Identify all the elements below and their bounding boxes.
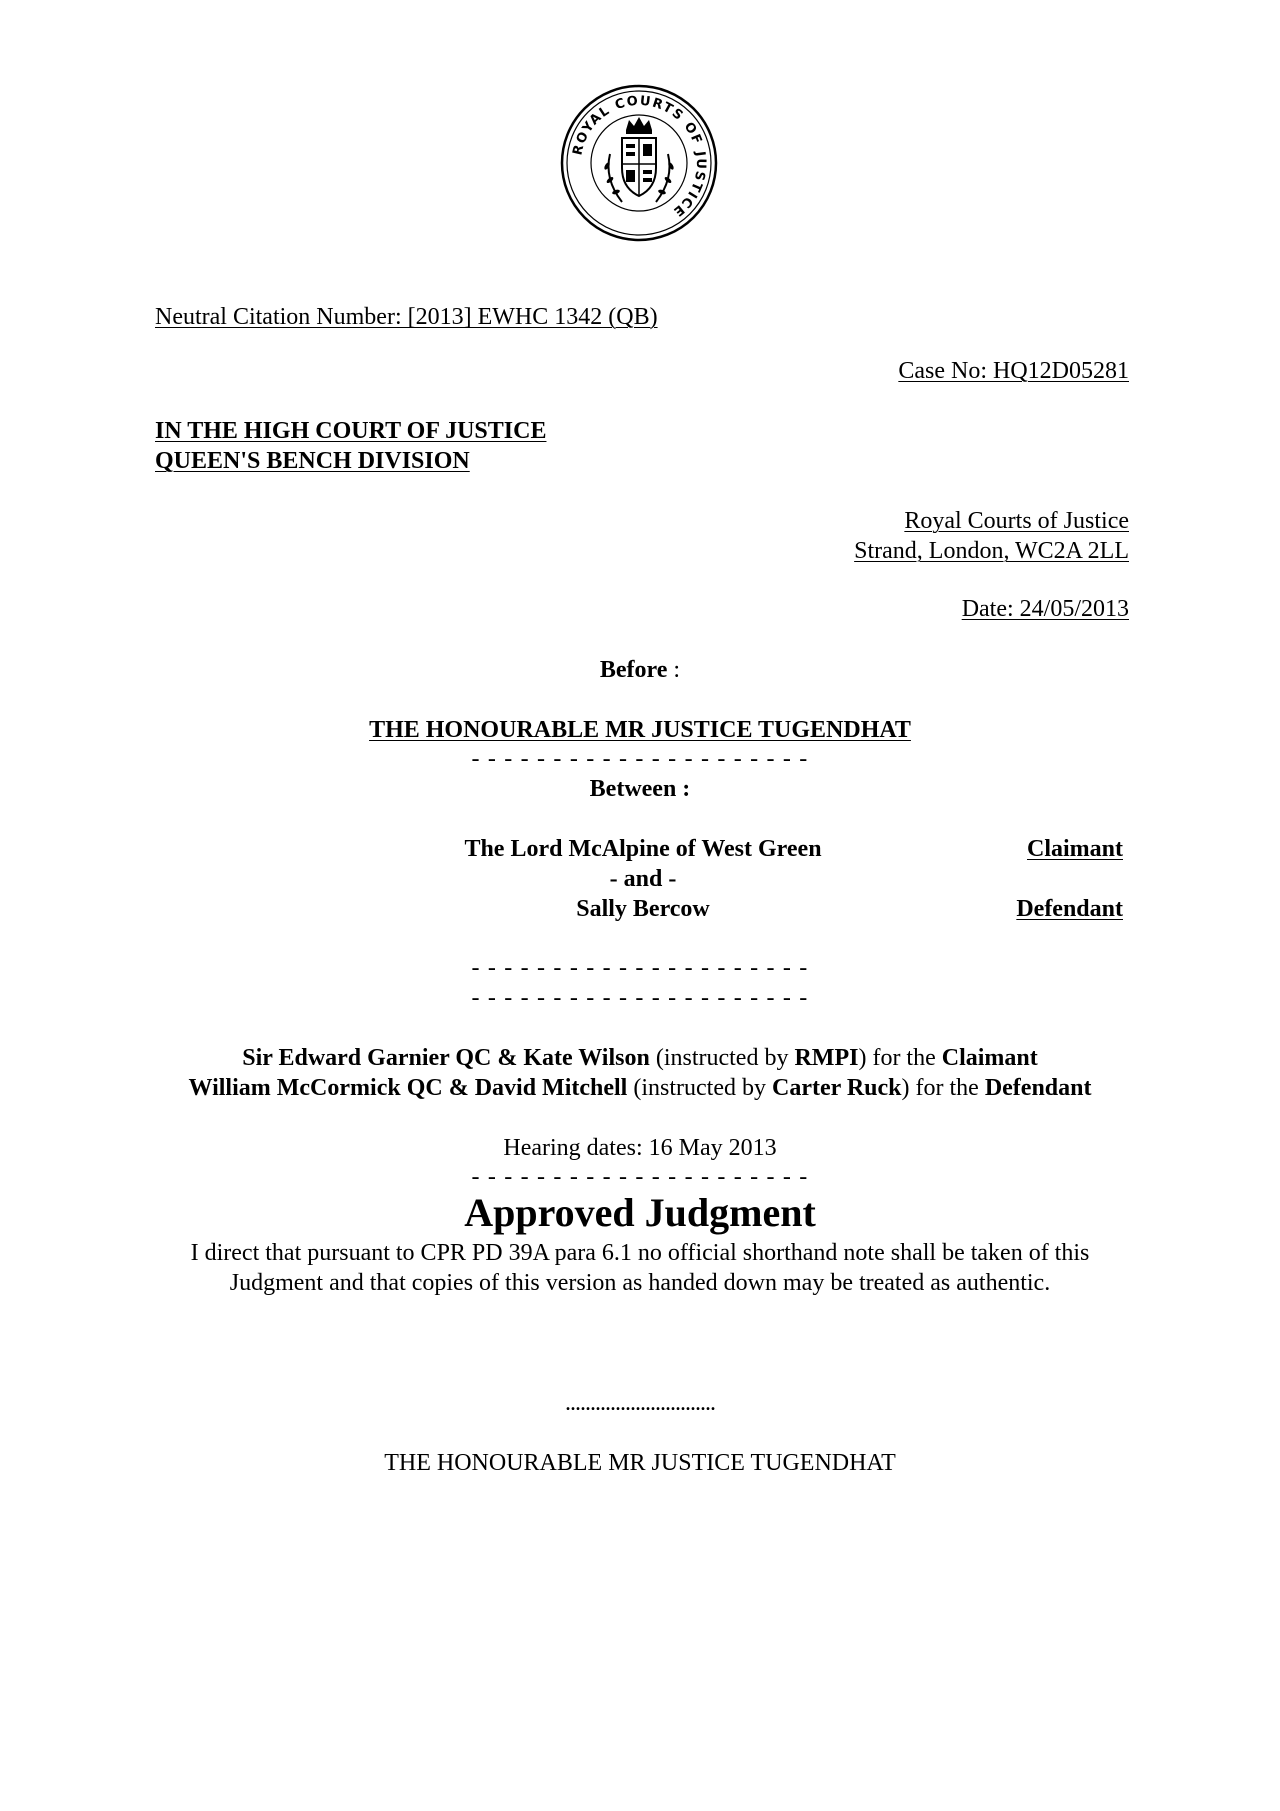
instructed-by-text: (instructed by bbox=[627, 1075, 772, 1101]
claimant-name: The Lord McAlpine of West Green bbox=[464, 836, 822, 862]
counsel-names: Sir Edward Garnier QC & Kate Wilson bbox=[242, 1045, 650, 1071]
party-name: Defendant bbox=[984, 1075, 1092, 1101]
defendant-role: Defendant bbox=[1016, 896, 1123, 922]
claimant-role: Claimant bbox=[1027, 836, 1123, 862]
svg-text:ROYAL COURTS OF JUSTICE: ROYAL COURTS OF JUSTICE bbox=[570, 93, 709, 220]
court-division: QUEEN'S BENCH DIVISION bbox=[155, 448, 470, 474]
signatory-name: THE HONOURABLE MR JUSTICE TUGENDHAT bbox=[384, 1450, 896, 1476]
for-the-text: ) for the bbox=[901, 1075, 985, 1101]
party-name: Claimant bbox=[941, 1045, 1038, 1071]
court-address-line2: Strand, London, WC2A 2LL bbox=[854, 538, 1129, 564]
signature-line: .............................. bbox=[565, 1390, 715, 1416]
separator-line: - - - - - - - - - - - - - - - - - - - - - bbox=[471, 1164, 809, 1190]
court-name: IN THE HIGH COURT OF JUSTICE bbox=[155, 418, 547, 444]
solicitor-name: Carter Ruck bbox=[771, 1075, 902, 1101]
solicitor-name: RMPI bbox=[794, 1045, 859, 1071]
instructed-by-text: (instructed by bbox=[649, 1045, 795, 1071]
separator-line: - - - - - - - - - - - - - - - - - - - - - bbox=[471, 746, 809, 772]
defendant-counsel bbox=[0, 1073, 1280, 1103]
judge-name: THE HONOURABLE MR JUSTICE TUGENDHAT bbox=[369, 717, 911, 743]
defendant-name: Sally Bercow bbox=[576, 896, 710, 922]
court-address-line1: Royal Courts of Justice bbox=[904, 508, 1129, 534]
case-number: Case No: HQ12D05281 bbox=[898, 358, 1129, 384]
between-label: Between : bbox=[589, 776, 691, 802]
royal-courts-seal bbox=[560, 84, 718, 242]
judgment-date: Date: 24/05/2013 bbox=[961, 596, 1129, 622]
before-word: Before bbox=[599, 657, 668, 683]
counsel-names: William McCormick QC & David Mitchell bbox=[188, 1075, 628, 1101]
before-colon: : bbox=[667, 657, 681, 683]
claimant-counsel bbox=[0, 1043, 1280, 1073]
neutral-citation: Neutral Citation Number: [2013] EWHC 1342 (QB) bbox=[155, 304, 658, 330]
and-separator: - and - bbox=[609, 866, 677, 892]
separator-line: - - - - - - - - - - - - - - - - - - - - - bbox=[471, 955, 809, 981]
direction-line1: I direct that pursuant to CPR PD 39A para 6.1 no official shorthand note shall be taken of this bbox=[190, 1240, 1090, 1266]
before-label bbox=[0, 655, 1280, 685]
separator-line: - - - - - - - - - - - - - - - - - - - - - bbox=[471, 985, 809, 1011]
direction-line2: Judgment and that copies of this version as handed down may be treated as authentic. bbox=[229, 1270, 1051, 1296]
judgment-title: Approved Judgment bbox=[464, 1190, 816, 1235]
for-the-text: ) for the bbox=[858, 1045, 942, 1071]
hearing-dates: Hearing dates: 16 May 2013 bbox=[503, 1135, 777, 1161]
